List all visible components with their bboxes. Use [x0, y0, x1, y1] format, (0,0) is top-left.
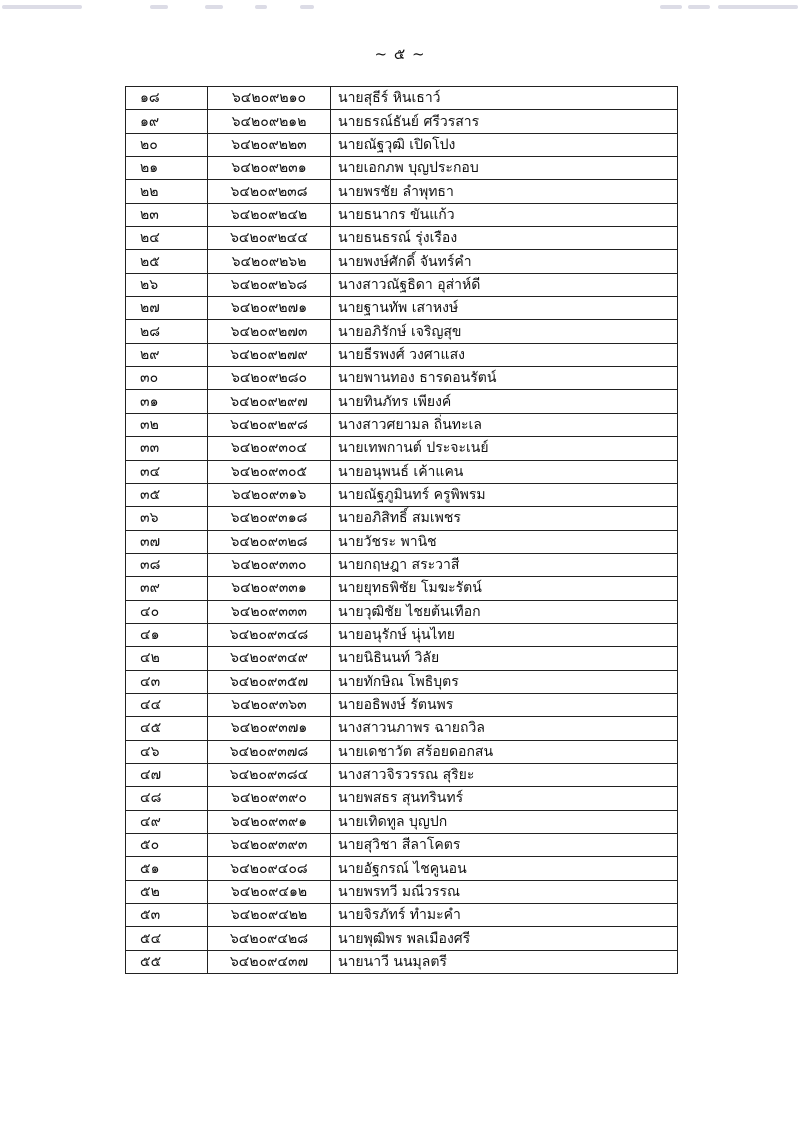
- student-id-cell: ๖๔๒๐๙๓๐๕: [208, 460, 331, 483]
- row-number-cell: ๔๘: [126, 787, 208, 810]
- table-row: [126, 390, 678, 413]
- student-name-cell: นายเอกภพ บุญประกอบ: [331, 157, 678, 180]
- student-id-cell: ๖๔๒๐๙๓๑๖: [208, 483, 331, 506]
- student-id-cell: ๖๔๒๐๙๒๒๓: [208, 133, 331, 156]
- student-id-cell: ๖๔๒๐๙๔๑๒: [208, 880, 331, 903]
- table-row: [126, 87, 678, 110]
- student-id-cell: ๖๔๒๐๙๓๘๔: [208, 763, 331, 786]
- table-row: [126, 834, 678, 857]
- student-id-cell: ๖๔๒๐๙๒๔๔: [208, 227, 331, 250]
- student-name-cell: นายยุทธพิชัย โมฆะรัตน์: [331, 577, 678, 600]
- student-id-cell: ๖๔๒๐๙๒๑๒: [208, 110, 331, 133]
- table-row: [126, 880, 678, 903]
- student-name-cell: นายวุฒิชัย ไชยต้นเทือก: [331, 600, 678, 623]
- student-name-cell: นายทักษิณ โพธิบุตร: [331, 670, 678, 693]
- student-name-cell: นางสาวจิรวรรณ สุริยะ: [331, 763, 678, 786]
- student-id-cell: ๖๔๒๐๙๓๕๗: [208, 670, 331, 693]
- student-name-cell: นายอธิพงษ์ รัตนพร: [331, 693, 678, 716]
- row-number-cell: ๔๕: [126, 717, 208, 740]
- row-number-cell: ๓๖: [126, 507, 208, 530]
- row-number-cell: ๔๐: [126, 600, 208, 623]
- row-number-cell: ๒๐: [126, 133, 208, 156]
- student-id-cell: ๖๔๒๐๙๓๐๔: [208, 437, 331, 460]
- student-id-cell: ๖๔๒๐๙๔๒๘: [208, 927, 331, 950]
- table-row: [126, 227, 678, 250]
- student-id-cell: ๖๔๒๐๙๓๗๘: [208, 740, 331, 763]
- scan-header-artifact: [0, 2, 800, 12]
- student-id-cell: ๖๔๒๐๙๓๗๑: [208, 717, 331, 740]
- row-number-cell: ๓๘: [126, 553, 208, 576]
- table-row: [126, 203, 678, 226]
- table-row: [126, 670, 678, 693]
- student-id-cell: ๖๔๒๐๙๒๓๑: [208, 157, 331, 180]
- table-row: [126, 297, 678, 320]
- table-row: [126, 133, 678, 156]
- row-number-cell: ๓๕: [126, 483, 208, 506]
- table-row: [126, 250, 678, 273]
- student-name-cell: นายเดชาวัต สร้อยดอกสน: [331, 740, 678, 763]
- table-row: [126, 343, 678, 366]
- student-id-cell: ๖๔๒๐๙๒๗๙: [208, 343, 331, 366]
- table-row: [126, 927, 678, 950]
- student-name-cell: นายอนุรักษ์ นุ่นไทย: [331, 623, 678, 646]
- page-number: ~ ๕ ~: [374, 45, 426, 63]
- student-id-cell: ๖๔๒๐๙๓๖๓: [208, 693, 331, 716]
- student-id-cell: ๖๔๒๐๙๓๙๑: [208, 810, 331, 833]
- student-id-cell: ๖๔๒๐๙๒๓๘: [208, 180, 331, 203]
- roster-body: [126, 87, 678, 974]
- student-name-cell: นายณัฐภูมินทร์ ครูพิพรม: [331, 483, 678, 506]
- table-row: [126, 717, 678, 740]
- table-row: [126, 460, 678, 483]
- student-name-cell: นายธีรพงศ์ วงศาแสง: [331, 343, 678, 366]
- row-number-cell: ๒๖: [126, 273, 208, 296]
- student-name-cell: นางสาวณัฐธิดา อุส่าห์ดี: [331, 273, 678, 296]
- table-row: [126, 553, 678, 576]
- table-row: [126, 530, 678, 553]
- row-number-cell: ๒๔: [126, 227, 208, 250]
- row-number-cell: ๒๕: [126, 250, 208, 273]
- student-id-cell: ๖๔๒๐๙๓๙๓: [208, 834, 331, 857]
- table-row: [126, 507, 678, 530]
- student-name-cell: นายสุวิชา สีลาโคตร: [331, 834, 678, 857]
- table-row: [126, 483, 678, 506]
- row-number-cell: ๑๘: [126, 87, 208, 110]
- row-number-cell: ๔๒: [126, 647, 208, 670]
- table-row: [126, 904, 678, 927]
- student-name-cell: นายกฤษฎา สระวาสี: [331, 553, 678, 576]
- student-id-cell: ๖๔๒๐๙๓๙๐: [208, 787, 331, 810]
- student-name-cell: นายสุธีร์ หินเธาว์: [331, 87, 678, 110]
- student-name-cell: นายพุฒิพร พลเมืองศรี: [331, 927, 678, 950]
- student-name-cell: นายเทพกานต์ ประจะเนย์: [331, 437, 678, 460]
- row-number-cell: ๓๔: [126, 460, 208, 483]
- table-row: [126, 600, 678, 623]
- row-number-cell: ๔๔: [126, 693, 208, 716]
- student-name-cell: นายพรทวี มณีวรรณ: [331, 880, 678, 903]
- row-number-cell: ๒๙: [126, 343, 208, 366]
- student-id-cell: ๖๔๒๐๙๓๒๘: [208, 530, 331, 553]
- table-row: [126, 740, 678, 763]
- table-row: [126, 950, 678, 973]
- student-name-cell: นายเทิดทูล บุญปก: [331, 810, 678, 833]
- table-row: [126, 787, 678, 810]
- row-number-cell: ๕๐: [126, 834, 208, 857]
- student-name-cell: นายนิธินนท์ วิลัย: [331, 647, 678, 670]
- table-row: [126, 577, 678, 600]
- student-id-cell: ๖๔๒๐๙๒๖๘: [208, 273, 331, 296]
- student-name-cell: นายพานทอง ธารดอนรัตน์: [331, 367, 678, 390]
- student-id-cell: ๖๔๒๐๙๓๓๓: [208, 600, 331, 623]
- row-number-cell: ๓๓: [126, 437, 208, 460]
- student-name-cell: นายธนากร ขันแก้ว: [331, 203, 678, 226]
- student-id-cell: ๖๔๒๐๙๒๙๘: [208, 413, 331, 436]
- row-number-cell: ๓๗: [126, 530, 208, 553]
- student-id-cell: ๖๔๒๐๙๒๑๐: [208, 87, 331, 110]
- row-number-cell: ๓๑: [126, 390, 208, 413]
- row-number-cell: ๔๖: [126, 740, 208, 763]
- student-id-cell: ๖๔๒๐๙๔๒๒: [208, 904, 331, 927]
- row-number-cell: ๓๐: [126, 367, 208, 390]
- table-row: [126, 763, 678, 786]
- student-name-cell: นางสาวนภาพร ฉายถวิล: [331, 717, 678, 740]
- row-number-cell: ๒๘: [126, 320, 208, 343]
- row-number-cell: ๓๙: [126, 577, 208, 600]
- table-row: [126, 810, 678, 833]
- row-number-cell: ๒๑: [126, 157, 208, 180]
- student-roster-table: [125, 86, 678, 974]
- student-id-cell: ๖๔๒๐๙๒๙๗: [208, 390, 331, 413]
- student-id-cell: ๖๔๒๐๙๓๔๙: [208, 647, 331, 670]
- row-number-cell: ๒๓: [126, 203, 208, 226]
- student-name-cell: นายอภิรักษ์ เจริญสุข: [331, 320, 678, 343]
- student-name-cell: นายพงษ์ศักดิ์ จันทร์คำ: [331, 250, 678, 273]
- student-name-cell: นายอนุพนธ์ เค้าแคน: [331, 460, 678, 483]
- row-number-cell: ๕๑: [126, 857, 208, 880]
- student-name-cell: นายธนธรณ์ รุ่งเรือง: [331, 227, 678, 250]
- row-number-cell: ๔๗: [126, 763, 208, 786]
- row-number-cell: ๕๒: [126, 880, 208, 903]
- row-number-cell: ๕๔: [126, 927, 208, 950]
- student-name-cell: นายณัฐวุฒิ เปิดโปง: [331, 133, 678, 156]
- table-row: [126, 857, 678, 880]
- table-row: [126, 693, 678, 716]
- student-id-cell: ๖๔๒๐๙๔๓๗: [208, 950, 331, 973]
- row-number-cell: ๕๓: [126, 904, 208, 927]
- student-name-cell: นายอัฐกรณ์ ไชคูนอน: [331, 857, 678, 880]
- table-row: [126, 320, 678, 343]
- student-id-cell: ๖๔๒๐๙๔๐๘: [208, 857, 331, 880]
- student-id-cell: ๖๔๒๐๙๒๔๒: [208, 203, 331, 226]
- table-row: [126, 180, 678, 203]
- table-row: [126, 437, 678, 460]
- student-id-cell: ๖๔๒๐๙๒๖๒: [208, 250, 331, 273]
- student-name-cell: นายธรณ์ธันย์ ศรีวรสาร: [331, 110, 678, 133]
- student-id-cell: ๖๔๒๐๙๓๓๑: [208, 577, 331, 600]
- student-id-cell: ๖๔๒๐๙๓๔๘: [208, 623, 331, 646]
- student-id-cell: ๖๔๒๐๙๒๘๐: [208, 367, 331, 390]
- row-number-cell: ๓๒: [126, 413, 208, 436]
- row-number-cell: ๒๒: [126, 180, 208, 203]
- table-row: [126, 647, 678, 670]
- student-name-cell: นายวัชระ พานิช: [331, 530, 678, 553]
- table-row: [126, 157, 678, 180]
- student-name-cell: นายฐานทัพ เสาหงษ์: [331, 297, 678, 320]
- row-number-cell: ๔๑: [126, 623, 208, 646]
- student-id-cell: ๖๔๒๐๙๓๓๐: [208, 553, 331, 576]
- student-name-cell: นายพรชัย ลำพุทธา: [331, 180, 678, 203]
- row-number-cell: ๒๗: [126, 297, 208, 320]
- row-number-cell: ๕๕: [126, 950, 208, 973]
- student-id-cell: ๖๔๒๐๙๒๗๓: [208, 320, 331, 343]
- student-name-cell: นายนาวี นนมุลตรี: [331, 950, 678, 973]
- student-name-cell: นายจิรภัทร์ ทำมะคำ: [331, 904, 678, 927]
- table-row: [126, 623, 678, 646]
- student-name-cell: นายอภิสิทธิ์ สมเพชร: [331, 507, 678, 530]
- table-row: [126, 367, 678, 390]
- row-number-cell: ๔๓: [126, 670, 208, 693]
- student-name-cell: นายทินภัทร เพียงค์: [331, 390, 678, 413]
- row-number-cell: ๔๙: [126, 810, 208, 833]
- table-row: [126, 273, 678, 296]
- student-name-cell: นายพสธร สุนทรินทร์: [331, 787, 678, 810]
- table-row: [126, 110, 678, 133]
- table-row: [126, 413, 678, 436]
- row-number-cell: ๑๙: [126, 110, 208, 133]
- student-id-cell: ๖๔๒๐๙๒๗๑: [208, 297, 331, 320]
- student-id-cell: ๖๔๒๐๙๓๑๘: [208, 507, 331, 530]
- student-name-cell: นางสาวศยามล ถิ่นทะเล: [331, 413, 678, 436]
